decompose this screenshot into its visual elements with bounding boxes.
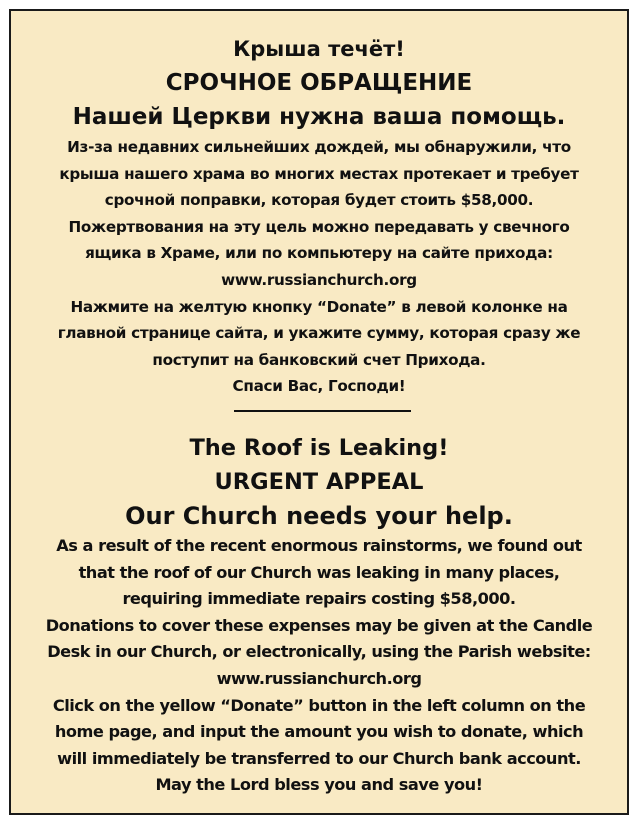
english-subtitle: URGENT APPEAL — [214, 469, 424, 495]
russian-website: www.russianchurch.org — [221, 270, 417, 289]
russian-body-line: Пожертвования на эту цель можно передавать у свечного — [68, 217, 570, 236]
russian-blessing: Спаси Вас, Господи! — [232, 377, 406, 396]
english-body-line: will immediately be transferred to our Church bank account. — [57, 748, 581, 768]
section-divider — [234, 410, 411, 412]
russian-subtitle: СРОЧНОЕ ОБРАЩЕНИЕ — [165, 70, 473, 96]
russian-body-line: ящика в Храме, или по компьютеру на сайте прихода: — [85, 244, 553, 263]
russian-body-line: срочной поправки, которая будет стоить $58,000. — [104, 191, 534, 210]
english-body-line: As a result of the recent enormous rainstorms, we found out — [56, 536, 582, 555]
russian-body-line: Из-за недавних сильнейших дождей, мы обнаружили, что — [67, 138, 571, 156]
english-body-line: Desk in our Church, or electronically, using the Parish website: — [47, 642, 591, 662]
russian-body-line: Нажмите на желтую кнопку “Donate” в левой колонке на — [70, 297, 568, 316]
russian-body-line: крыша нашего храма во многих местах протекает и требует — [59, 164, 579, 183]
russian-headline: Нашей Церкви нужна ваша помощь. — [72, 104, 566, 130]
english-body-line: home page, and input the amount you wish to donate, which — [54, 722, 584, 742]
russian-body-line: поступит на банковский счет Прихода. — [152, 350, 486, 369]
russian-body-line: главной странице сайта, и укажите сумму, которая сразу же — [57, 324, 581, 343]
english-headline: Our Church needs your help. — [125, 502, 513, 530]
english-website: www.russianchurch.org — [216, 668, 422, 688]
english-body-line: Donations to cover these expenses may be given at the Candle — [45, 615, 593, 635]
russian-title: Крыша течёт! — [233, 37, 405, 61]
russian-section — [11, 33, 627, 400]
english-body-line: that the roof of our Church was leaking in many places, — [78, 562, 560, 582]
appeal-poster — [9, 9, 629, 815]
english-title: The Roof is Leaking! — [189, 435, 449, 461]
english-section — [11, 431, 627, 799]
english-body-line: Click on the yellow “Donate” button in the left column on the — [52, 695, 586, 715]
english-blessing: May the Lord bless you and save you! — [155, 775, 483, 795]
english-body-line: requiring immediate repairs costing $58,000. — [122, 589, 516, 609]
